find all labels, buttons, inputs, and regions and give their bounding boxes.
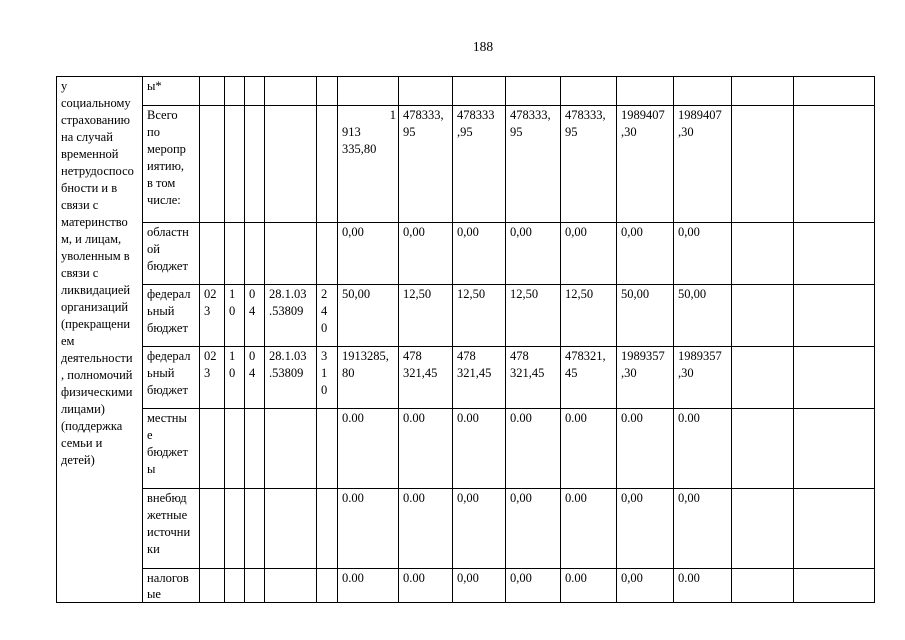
total-amount-line: 1: [389, 108, 396, 122]
empty-cell: [200, 489, 225, 569]
amount-cell: 1989357 ,30: [617, 347, 674, 409]
funding-source-cell: налогов ые: [143, 569, 200, 603]
funding-source-cell: федерал ьный бюджет: [143, 285, 200, 347]
target-article-code-cell: 28.1.03 .53809: [265, 347, 317, 409]
amount-cell: 0,00: [674, 489, 732, 569]
empty-cell: [453, 77, 506, 106]
total-amount-line: 913: [342, 125, 361, 139]
amount-cell: 0.00: [506, 409, 561, 489]
empty-cell: [200, 569, 225, 603]
empty-cell: [794, 77, 875, 106]
empty-cell: [245, 409, 265, 489]
total-amount-cell: [338, 106, 399, 223]
empty-cell: [265, 106, 317, 223]
funding-source-cell: федерал ьный бюджет: [143, 347, 200, 409]
empty-cell: [794, 347, 875, 409]
table-row: [57, 569, 875, 603]
empty-cell: [225, 489, 245, 569]
total-amount-cell: 50,00: [338, 285, 399, 347]
empty-cell: [732, 285, 794, 347]
amount-cell: 0.00: [399, 489, 453, 569]
amount-cell: 0.00: [561, 409, 617, 489]
amount-cell: 478333 ,95: [453, 106, 506, 223]
measure-name-cell: у социальному страхованию на случай временной нетрудоспосо бности и в связи с материнство м, и лицам, уволенным в связи с ликвидацией организаций (прекращени ем деятельности , полномочий физическими лицами) (поддержка семьи и детей): [57, 77, 143, 603]
empty-cell: [245, 106, 265, 223]
empty-cell: [732, 409, 794, 489]
section-code-cell: 1 0: [225, 285, 245, 347]
empty-cell: [794, 489, 875, 569]
amount-cell: 50,00: [674, 285, 732, 347]
amount-cell: 1989357 ,30: [674, 347, 732, 409]
amount-cell: 0,00: [617, 223, 674, 285]
empty-cell: [674, 77, 732, 106]
funding-source-cell: областн ой бюджет: [143, 223, 200, 285]
amount-cell: 478 321,45: [506, 347, 561, 409]
empty-cell: [794, 285, 875, 347]
empty-cell: [245, 489, 265, 569]
empty-cell: [506, 77, 561, 106]
empty-cell: [317, 409, 338, 489]
empty-cell: [265, 569, 317, 603]
table-row: [57, 347, 875, 409]
amount-cell: 0,00: [617, 489, 674, 569]
funding-source-cell: местны е бюджет ы: [143, 409, 200, 489]
amount-cell: 0.00: [399, 569, 453, 603]
total-amount-cell: 0.00: [338, 569, 399, 603]
amount-cell: 0,00: [506, 223, 561, 285]
empty-cell: [200, 106, 225, 223]
empty-cell: [225, 77, 245, 106]
table-row: [57, 489, 875, 569]
amount-cell: 0.00: [617, 409, 674, 489]
empty-cell: [245, 223, 265, 285]
table-row: [57, 77, 875, 106]
total-amount-cell: 0.00: [338, 489, 399, 569]
grbs-code-cell: 02 3: [200, 347, 225, 409]
amount-cell: 12,50: [561, 285, 617, 347]
amount-cell: 0,00: [453, 489, 506, 569]
empty-cell: [617, 77, 674, 106]
amount-cell: 12,50: [399, 285, 453, 347]
empty-cell: [200, 223, 225, 285]
subsection-code-cell: 0 4: [245, 285, 265, 347]
table-row: [57, 285, 875, 347]
funding-source-cell: ы*: [143, 77, 200, 106]
subsection-code-cell: 0 4: [245, 347, 265, 409]
amount-cell: 0.00: [453, 409, 506, 489]
empty-cell: [225, 569, 245, 603]
amount-cell: 0,00: [506, 569, 561, 603]
empty-cell: [338, 77, 399, 106]
funding-source-cell: внебюд жетные источни ки: [143, 489, 200, 569]
amount-cell: 0.00: [674, 409, 732, 489]
expense-type-code-cell: 3 1 0: [317, 347, 338, 409]
empty-cell: [317, 569, 338, 603]
amount-cell: 1989407 ,30: [674, 106, 732, 223]
target-article-code-cell: 28.1.03 .53809: [265, 285, 317, 347]
amount-cell: 478321, 45: [561, 347, 617, 409]
section-code-cell: 1 0: [225, 347, 245, 409]
amount-cell: 12,50: [453, 285, 506, 347]
empty-cell: [794, 409, 875, 489]
empty-cell: [561, 77, 617, 106]
amount-cell: 0,00: [561, 223, 617, 285]
empty-cell: [265, 489, 317, 569]
amount-cell: 0,00: [506, 489, 561, 569]
empty-cell: [225, 106, 245, 223]
empty-cell: [399, 77, 453, 106]
empty-cell: [225, 223, 245, 285]
empty-cell: [317, 77, 338, 106]
empty-cell: [200, 77, 225, 106]
amount-cell: 50,00: [617, 285, 674, 347]
amount-cell: 0,00: [399, 223, 453, 285]
empty-cell: [317, 223, 338, 285]
amount-cell: 0.00: [561, 569, 617, 603]
empty-cell: [265, 223, 317, 285]
amount-cell: 12,50: [506, 285, 561, 347]
total-amount-cell: 0,00: [338, 223, 399, 285]
grbs-code-cell: 02 3: [200, 285, 225, 347]
total-amount-cell: 0.00: [338, 409, 399, 489]
total-amount-line: 335,80: [342, 142, 377, 156]
empty-cell: [794, 569, 875, 603]
empty-cell: [245, 77, 265, 106]
empty-cell: [245, 569, 265, 603]
empty-cell: [794, 223, 875, 285]
empty-cell: [732, 77, 794, 106]
amount-cell: 0,00: [617, 569, 674, 603]
amount-cell: 0.00: [561, 489, 617, 569]
empty-cell: [265, 77, 317, 106]
amount-cell: 0.00: [674, 569, 732, 603]
budget-table: [56, 76, 875, 603]
empty-cell: [265, 409, 317, 489]
empty-cell: [732, 106, 794, 223]
empty-cell: [225, 409, 245, 489]
total-amount-cell: 1913285, 80: [338, 347, 399, 409]
amount-cell: 478 321,45: [453, 347, 506, 409]
funding-source-cell: Всего по меропр иятию, в том числе:: [143, 106, 200, 223]
expense-type-code-cell: 2 4 0: [317, 285, 338, 347]
table-row: [57, 223, 875, 285]
amount-cell: 478333, 95: [399, 106, 453, 223]
amount-cell: 0.00: [399, 409, 453, 489]
amount-cell: 478 321,45: [399, 347, 453, 409]
empty-cell: [317, 489, 338, 569]
empty-cell: [732, 347, 794, 409]
amount-cell: 0,00: [674, 223, 732, 285]
empty-cell: [317, 106, 338, 223]
table-row: [57, 106, 875, 223]
empty-cell: [732, 223, 794, 285]
amount-cell: 0,00: [453, 223, 506, 285]
amount-cell: 0,00: [453, 569, 506, 603]
table-row: [57, 409, 875, 489]
amount-cell: 478333, 95: [561, 106, 617, 223]
amount-cell: 1989407 ,30: [617, 106, 674, 223]
empty-cell: [200, 409, 225, 489]
page-number: 188: [472, 39, 494, 54]
amount-cell: 478333, 95: [506, 106, 561, 223]
empty-cell: [794, 106, 875, 223]
empty-cell: [732, 489, 794, 569]
empty-cell: [732, 569, 794, 603]
